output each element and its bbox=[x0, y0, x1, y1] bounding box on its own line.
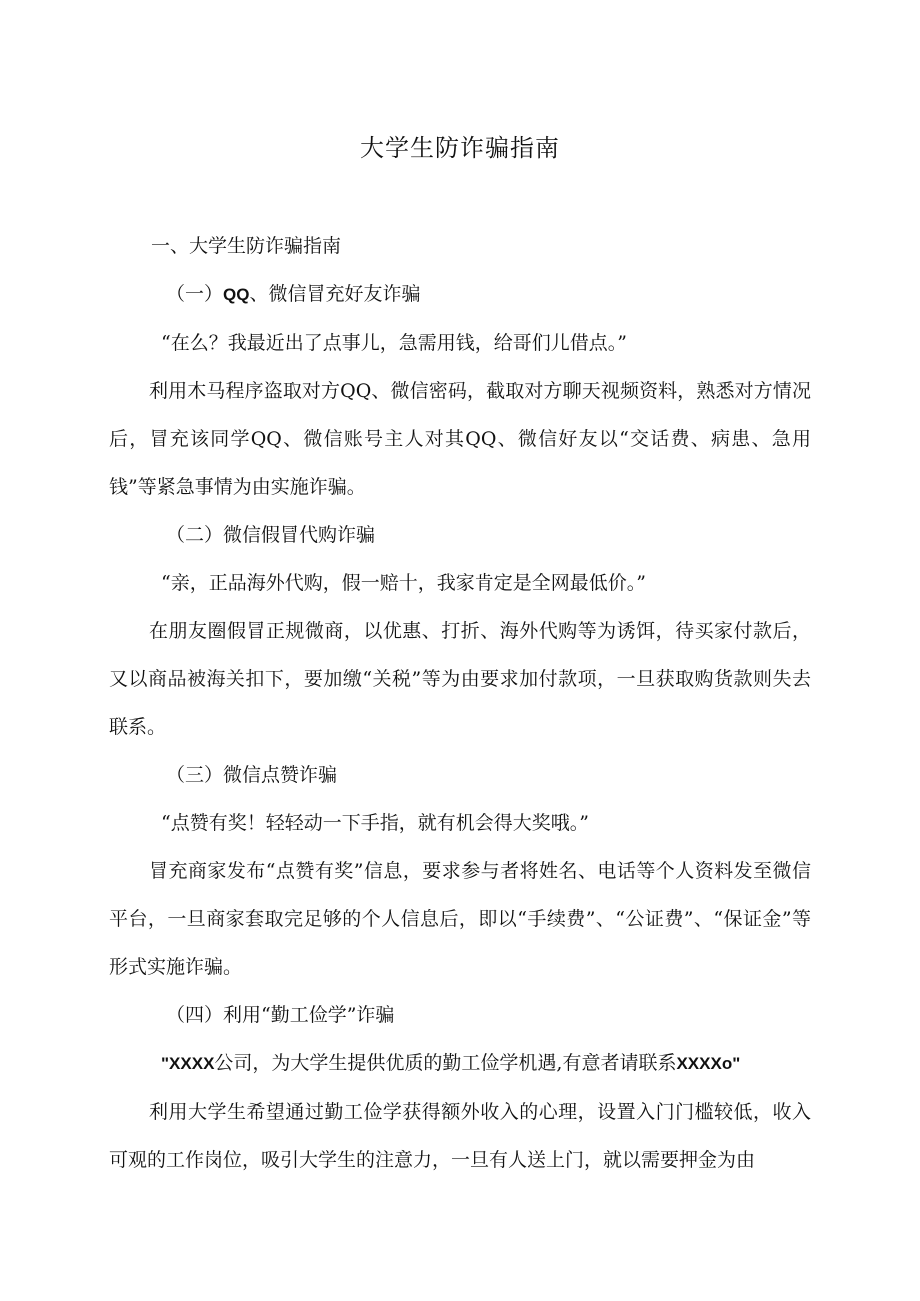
body-paragraph-2: 在朋友圈假冒正规微商，以优惠、打折、海外代购等为诱饵，待买家付款后，又以商品被海关扣下，要加缴“关税”等为由要求加付款项，一旦获取购货款则失去联系。 bbox=[109, 620, 811, 738]
heading-prefix: （一） bbox=[166, 283, 224, 305]
quote-4 bbox=[109, 1039, 811, 1088]
subsection-heading-3: （三）微信点赞诈骗 bbox=[166, 764, 338, 786]
quote-latin-start: "XXXX bbox=[161, 1054, 215, 1073]
body-paragraph-3: 冒充商家发布“点赞有奖”信息，要求参与者将姓名、电话等个人资料发至微信平台，一旦商家套取完足够的个人信息后，即以“手续费”、“公证费”、“保证金”等形式实施诈骗。 bbox=[109, 860, 811, 978]
quote-middle: 公司，为大学生提供优质的勤工俭学机遇,有意者请联系 bbox=[214, 1052, 677, 1074]
subsection-heading-1 bbox=[109, 270, 811, 319]
body-paragraph-1: 利用木马程序盗取对方QQ、微信密码，截取对方聊天视频资料，熟悉对方情况后，冒充该同学QQ、微信账号主人对其QQ、微信好友以“交话费、病患、急用钱”等紧急事情为由实施诈骗。 bbox=[109, 380, 811, 498]
quote-2: “亲，正品海外代购，假一赔十，我家肯定是全网最低价。” bbox=[161, 572, 646, 594]
quote-1: “在么？我最近出了点事儿，急需用钱，给哥们儿借点。” bbox=[161, 332, 627, 354]
document-body bbox=[109, 222, 811, 1184]
quote-latin-end: XXXXo" bbox=[676, 1054, 741, 1073]
quote-3: “点赞有奖！轻轻动一下手指，就有机会得大奖哦。” bbox=[161, 812, 589, 834]
document-title: 大学生防诈骗指南 bbox=[360, 134, 560, 162]
section-heading: 一、大学生防诈骗指南 bbox=[151, 235, 342, 257]
subsection-heading-2: （二）微信假冒代购诈骗 bbox=[166, 524, 376, 546]
heading-rest: 、微信冒充好友诈骗 bbox=[249, 283, 421, 305]
subsection-heading-4: （四）利用“勤工俭学”诈骗 bbox=[166, 1004, 395, 1026]
body-paragraph-4: 利用大学生希望通过勤工俭学获得额外收入的心理，设置入门门槛较低，收入可观的工作岗位，吸引大学生的注意力，一旦有人送上门，就以需要押金为由 bbox=[109, 1101, 811, 1171]
heading-latin: QQ bbox=[223, 285, 250, 304]
